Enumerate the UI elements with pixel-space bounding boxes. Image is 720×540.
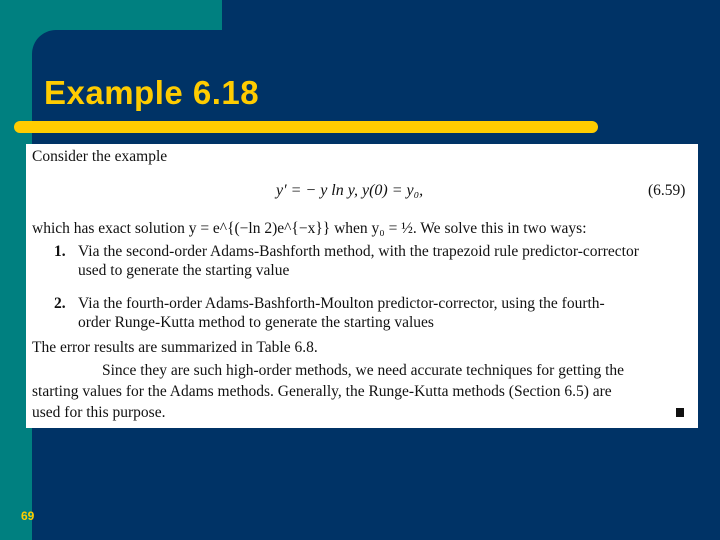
summary-text: The error results are summarized in Table 6.8. — [32, 339, 318, 356]
content-card — [26, 144, 698, 428]
paragraph-line-3: used for this purpose. — [32, 404, 166, 421]
item-number: 2. — [54, 295, 66, 312]
item-1-line-2: used to generate the starting value — [78, 262, 290, 279]
intro-text: Consider the example — [32, 148, 168, 165]
paragraph-line-2: starting values for the Adams methods. Generally, the Runge-Kutta methods (Section 6.5) are — [32, 383, 612, 400]
paragraph-line-1: Since they are such high-order methods, we need accurate techniques for getting the — [102, 362, 625, 379]
slide-title: Example 6.18 — [44, 74, 260, 111]
item-number: 1. — [54, 243, 66, 260]
item-2-line-2: order Runge-Kutta method to generate the starting values — [78, 314, 434, 331]
equation-number: (6.59) — [648, 182, 686, 199]
item-1-line-1: Via the second-order Adams-Bashforth method, with the trapezoid rule predictor-corrector — [78, 243, 639, 260]
item-2-line-1: Via the fourth-order Adams-Bashforth-Moulton predictor-corrector, using the fourth- — [78, 295, 605, 312]
title-underline — [14, 121, 598, 133]
page-number: 69 — [21, 509, 35, 523]
solution-text: which has exact solution y = e^{(−ln 2)e^{−x}} when y₀ = ½. We solve this in two ways: — [32, 220, 587, 237]
end-of-example-mark — [676, 408, 684, 417]
equation: y′ = − y ln y, y(0) = y₀, — [276, 182, 424, 199]
